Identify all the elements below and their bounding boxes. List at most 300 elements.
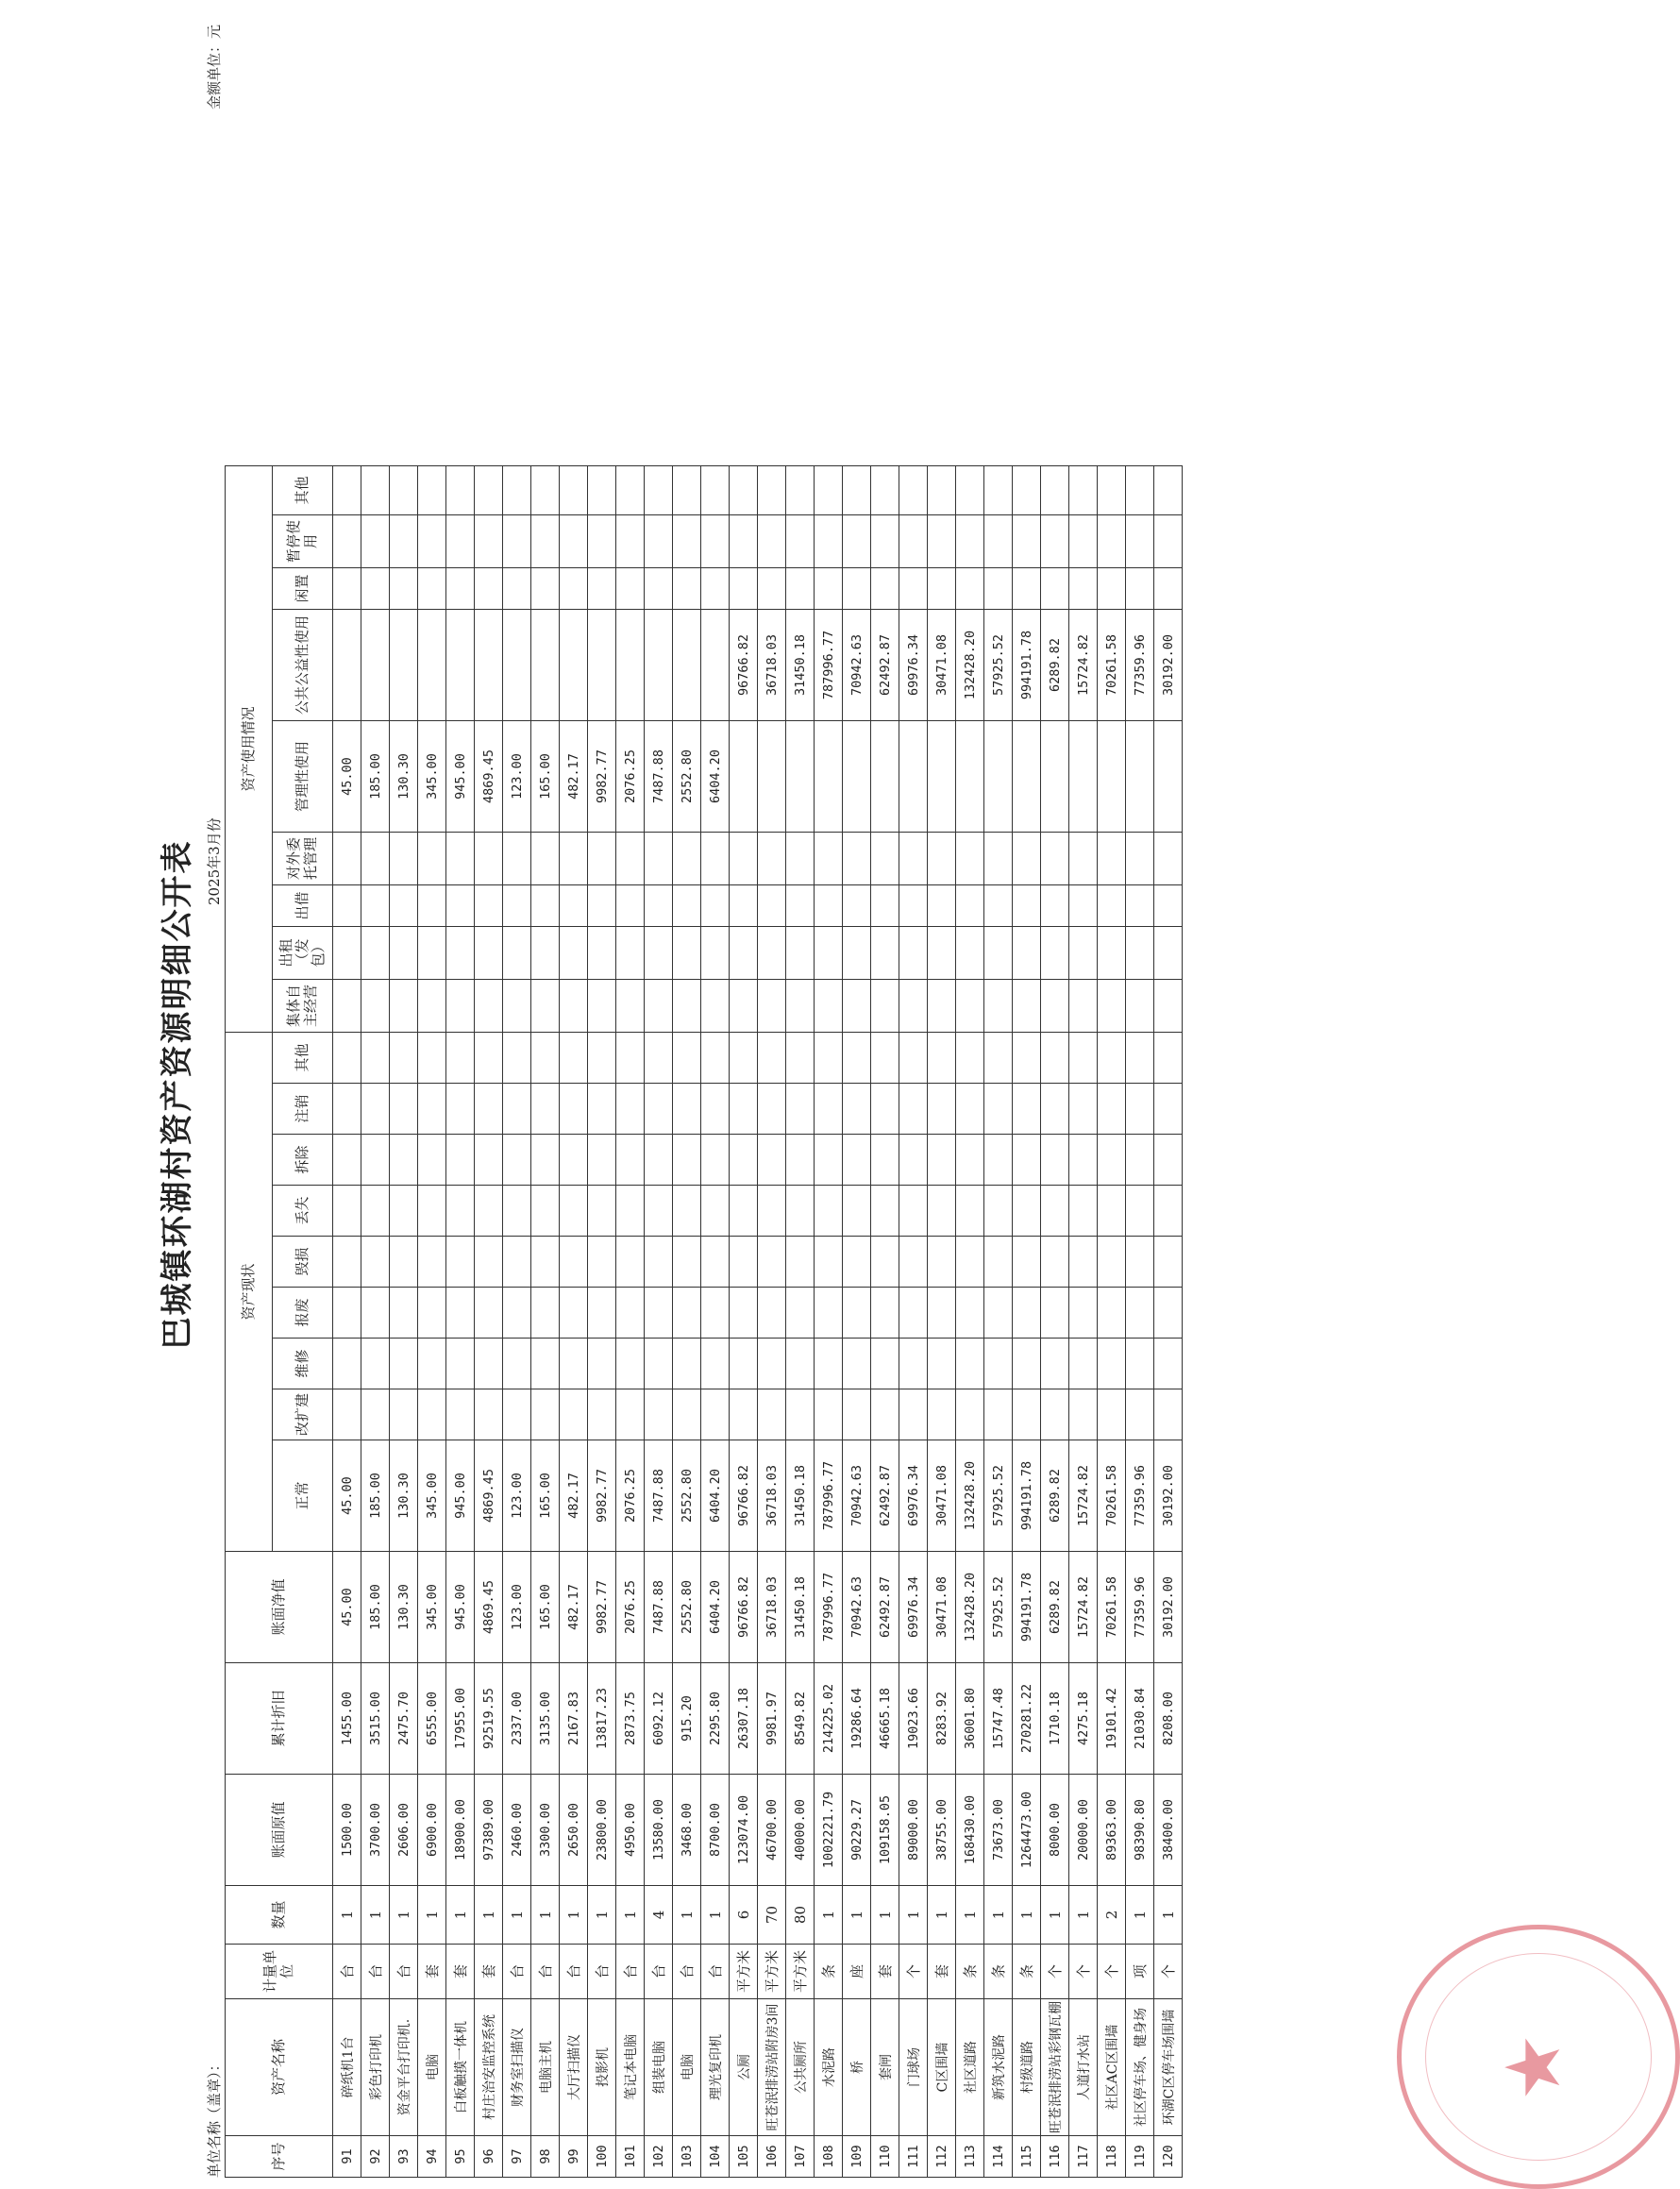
cell-asset-name: 彩色打印机 — [361, 1999, 390, 2136]
table-row — [333, 466, 361, 2178]
cell-usage-lent — [1154, 885, 1183, 927]
cell-usage-idle — [588, 568, 616, 610]
cell-quantity: 2 — [1098, 1886, 1126, 1945]
cell-usage-suspended — [1154, 515, 1183, 568]
cell-status-other — [418, 1033, 446, 1084]
cell-usage-suspended — [361, 515, 390, 568]
table-row — [673, 466, 701, 2178]
cell-status-scrapped — [560, 1288, 588, 1339]
cell-asset-name: 白板触摸一体机 — [446, 1999, 475, 2136]
cell-status-scrapped — [1126, 1288, 1154, 1339]
cell-status-demolished — [475, 1135, 503, 1186]
cell-usage-public — [560, 610, 588, 721]
cell-usage-entrusted — [1154, 833, 1183, 885]
cell-usage-idle — [446, 568, 475, 610]
cell-seq: 104 — [701, 2136, 730, 2178]
cell-status-demolished — [588, 1135, 616, 1186]
table-row — [418, 466, 446, 2178]
cell-usage-entrusted — [673, 833, 701, 885]
cell-original-value: 168430.00 — [956, 1775, 984, 1886]
cell-status-normal: 2076.25 — [616, 1440, 645, 1552]
cell-status-demolished — [1069, 1135, 1098, 1186]
cell-status-cancelled — [503, 1084, 531, 1135]
cell-usage-other — [843, 466, 871, 515]
cell-status-other — [1069, 1033, 1098, 1084]
cell-usage-public: 15724.82 — [1069, 610, 1098, 721]
cell-usage-idle — [1126, 568, 1154, 610]
cell-usage-suspended — [645, 515, 673, 568]
cell-status-damaged — [984, 1237, 1013, 1288]
cell-accumulated-depreciation: 8208.00 — [1154, 1663, 1183, 1775]
cell-measure-unit: 台 — [390, 1945, 418, 1999]
cell-usage-self-operated — [701, 980, 730, 1033]
cell-seq: 109 — [843, 2136, 871, 2178]
cell-status-other — [333, 1033, 361, 1084]
table-row — [928, 466, 956, 2178]
cell-usage-self-operated — [475, 980, 503, 1033]
cell-status-repair — [928, 1339, 956, 1389]
cell-status-other — [673, 1033, 701, 1084]
cell-usage-suspended — [531, 515, 560, 568]
cell-original-value: 1500.00 — [333, 1775, 361, 1886]
cell-status-lost — [786, 1186, 815, 1237]
cell-quantity: 1 — [560, 1886, 588, 1945]
cell-usage-self-operated — [786, 980, 815, 1033]
cell-usage-entrusted — [815, 833, 843, 885]
cell-status-normal: 130.30 — [390, 1440, 418, 1552]
cell-quantity: 1 — [701, 1886, 730, 1945]
cell-usage-public — [475, 610, 503, 721]
cell-status-normal: 123.00 — [503, 1440, 531, 1552]
cell-usage-management — [786, 721, 815, 833]
cell-status-scrapped — [928, 1288, 956, 1339]
cell-status-repair — [673, 1339, 701, 1389]
cell-status-rebuild — [984, 1389, 1013, 1440]
cell-usage-lent — [730, 885, 758, 927]
cell-status-scrapped — [616, 1288, 645, 1339]
cell-accumulated-depreciation: 1455.00 — [333, 1663, 361, 1775]
cell-usage-public: 96766.82 — [730, 610, 758, 721]
cell-net-value: 57925.52 — [984, 1552, 1013, 1663]
cell-status-normal: 6404.20 — [701, 1440, 730, 1552]
cell-net-value: 787996.77 — [815, 1552, 843, 1663]
cell-quantity: 1 — [503, 1886, 531, 1945]
cell-usage-entrusted — [701, 833, 730, 885]
cell-usage-entrusted — [928, 833, 956, 885]
cell-usage-lent — [333, 885, 361, 927]
cell-quantity: 1 — [616, 1886, 645, 1945]
cell-status-cancelled — [928, 1084, 956, 1135]
cell-status-demolished — [730, 1135, 758, 1186]
cell-net-value: 77359.96 — [1126, 1552, 1154, 1663]
cell-usage-entrusted — [333, 833, 361, 885]
cell-usage-lent — [531, 885, 560, 927]
cell-asset-name: 理光复印机 — [701, 1999, 730, 2136]
cell-status-rebuild — [1098, 1389, 1126, 1440]
cell-status-damaged — [446, 1237, 475, 1288]
cell-usage-entrusted — [730, 833, 758, 885]
cell-measure-unit: 台 — [645, 1945, 673, 1999]
cell-usage-public — [616, 610, 645, 721]
cell-usage-lent — [503, 885, 531, 927]
cell-measure-unit: 个 — [1041, 1945, 1069, 1999]
cell-status-other — [956, 1033, 984, 1084]
cell-status-damaged — [730, 1237, 758, 1288]
cell-status-lost — [984, 1186, 1013, 1237]
cell-original-value: 13580.00 — [645, 1775, 673, 1886]
cell-accumulated-depreciation: 6555.00 — [418, 1663, 446, 1775]
cell-usage-entrusted — [503, 833, 531, 885]
header-measure-unit: 计量单位 — [226, 1945, 333, 1999]
cell-net-value: 7487.88 — [645, 1552, 673, 1663]
cell-usage-other — [673, 466, 701, 515]
cell-asset-name: 电脑 — [673, 1999, 701, 2136]
cell-status-other — [1041, 1033, 1069, 1084]
cell-status-damaged — [531, 1237, 560, 1288]
cell-usage-lent — [899, 885, 928, 927]
cell-usage-leased — [475, 927, 503, 980]
cell-status-scrapped — [730, 1288, 758, 1339]
cell-status-scrapped — [588, 1288, 616, 1339]
cell-usage-lent — [673, 885, 701, 927]
cell-usage-lent — [446, 885, 475, 927]
cell-status-rebuild — [899, 1389, 928, 1440]
cell-status-damaged — [333, 1237, 361, 1288]
cell-original-value: 1264473.00 — [1013, 1775, 1041, 1886]
cell-net-value: 70942.63 — [843, 1552, 871, 1663]
header-status-demolished: 拆除 — [273, 1135, 333, 1186]
cell-measure-unit: 平方米 — [730, 1945, 758, 1999]
cell-status-lost — [588, 1186, 616, 1237]
cell-status-demolished — [673, 1135, 701, 1186]
cell-quantity: 4 — [645, 1886, 673, 1945]
cell-status-cancelled — [361, 1084, 390, 1135]
cell-usage-lent — [1013, 885, 1041, 927]
cell-status-cancelled — [531, 1084, 560, 1135]
header-usage-idle: 闲置 — [273, 568, 333, 610]
cell-usage-other — [390, 466, 418, 515]
cell-usage-idle — [843, 568, 871, 610]
cell-usage-other — [758, 466, 786, 515]
cell-status-normal: 62492.87 — [871, 1440, 899, 1552]
cell-quantity: 1 — [1154, 1886, 1183, 1945]
cell-measure-unit: 条 — [984, 1945, 1013, 1999]
cell-status-other — [984, 1033, 1013, 1084]
cell-usage-leased — [1126, 927, 1154, 980]
header-quantity: 数量 — [226, 1886, 333, 1945]
cell-status-rebuild — [645, 1389, 673, 1440]
cell-accumulated-depreciation: 4275.18 — [1069, 1663, 1098, 1775]
cell-net-value: 70261.58 — [1098, 1552, 1126, 1663]
cell-asset-name: 套闸 — [871, 1999, 899, 2136]
cell-usage-management — [730, 721, 758, 833]
cell-status-normal: 4869.45 — [475, 1440, 503, 1552]
cell-status-lost — [1154, 1186, 1183, 1237]
cell-status-scrapped — [701, 1288, 730, 1339]
cell-seq: 112 — [928, 2136, 956, 2178]
cell-status-damaged — [843, 1237, 871, 1288]
cell-status-scrapped — [815, 1288, 843, 1339]
cell-usage-public: 31450.18 — [786, 610, 815, 721]
header-usage-lent: 出借 — [273, 885, 333, 927]
cell-status-damaged — [786, 1237, 815, 1288]
cell-usage-leased — [928, 927, 956, 980]
cell-usage-entrusted — [1126, 833, 1154, 885]
cell-usage-self-operated — [673, 980, 701, 1033]
cell-usage-other — [1013, 466, 1041, 515]
header-status-group: 资产现状 — [226, 1033, 273, 1552]
cell-status-cancelled — [899, 1084, 928, 1135]
cell-usage-entrusted — [531, 833, 560, 885]
cell-original-value: 38400.00 — [1154, 1775, 1183, 1886]
cell-usage-lent — [645, 885, 673, 927]
cell-status-other — [786, 1033, 815, 1084]
cell-status-repair — [899, 1339, 928, 1389]
cell-status-rebuild — [560, 1389, 588, 1440]
cell-status-other — [503, 1033, 531, 1084]
cell-usage-lent — [786, 885, 815, 927]
cell-status-scrapped — [475, 1288, 503, 1339]
cell-usage-lent — [815, 885, 843, 927]
table-row — [560, 466, 588, 2178]
cell-status-lost — [503, 1186, 531, 1237]
cell-status-lost — [899, 1186, 928, 1237]
cell-status-cancelled — [475, 1084, 503, 1135]
cell-accumulated-depreciation: 2873.75 — [616, 1663, 645, 1775]
cell-usage-other — [871, 466, 899, 515]
cell-usage-leased — [1041, 927, 1069, 980]
cell-usage-self-operated — [758, 980, 786, 1033]
cell-usage-self-operated — [645, 980, 673, 1033]
cell-status-repair — [333, 1339, 361, 1389]
cell-usage-leased — [1069, 927, 1098, 980]
cell-status-scrapped — [446, 1288, 475, 1339]
cell-original-value: 97389.00 — [475, 1775, 503, 1886]
cell-status-rebuild — [588, 1389, 616, 1440]
cell-usage-suspended — [1041, 515, 1069, 568]
cell-seq: 95 — [446, 2136, 475, 2178]
cell-status-cancelled — [616, 1084, 645, 1135]
cell-asset-name: 笔记本电脑 — [616, 1999, 645, 2136]
cell-net-value: 69976.34 — [899, 1552, 928, 1663]
cell-status-damaged — [815, 1237, 843, 1288]
cell-status-other — [1154, 1033, 1183, 1084]
cell-quantity: 1 — [333, 1886, 361, 1945]
cell-usage-leased — [446, 927, 475, 980]
cell-status-repair — [446, 1339, 475, 1389]
cell-quantity: 70 — [758, 1886, 786, 1945]
cell-quantity: 1 — [531, 1886, 560, 1945]
cell-usage-management — [1126, 721, 1154, 833]
cell-usage-public — [673, 610, 701, 721]
cell-status-repair — [1126, 1339, 1154, 1389]
cell-status-cancelled — [1154, 1084, 1183, 1135]
cell-status-repair — [758, 1339, 786, 1389]
cell-status-damaged — [616, 1237, 645, 1288]
cell-status-scrapped — [1069, 1288, 1098, 1339]
cell-original-value: 89000.00 — [899, 1775, 928, 1886]
cell-usage-lent — [616, 885, 645, 927]
cell-status-demolished — [531, 1135, 560, 1186]
cell-net-value: 6404.20 — [701, 1552, 730, 1663]
cell-usage-management: 7487.88 — [645, 721, 673, 833]
cell-accumulated-depreciation: 1710.18 — [1041, 1663, 1069, 1775]
cell-usage-idle — [1013, 568, 1041, 610]
cell-status-scrapped — [871, 1288, 899, 1339]
cell-measure-unit: 台 — [560, 1945, 588, 1999]
cell-net-value: 132428.20 — [956, 1552, 984, 1663]
cell-usage-other — [984, 466, 1013, 515]
cell-status-demolished — [758, 1135, 786, 1186]
cell-usage-public — [446, 610, 475, 721]
cell-usage-other — [418, 466, 446, 515]
cell-measure-unit: 个 — [1069, 1945, 1098, 1999]
cell-status-demolished — [361, 1135, 390, 1186]
cell-status-damaged — [701, 1237, 730, 1288]
cell-status-repair — [531, 1339, 560, 1389]
cell-net-value: 482.17 — [560, 1552, 588, 1663]
cell-status-repair — [361, 1339, 390, 1389]
cell-usage-suspended — [928, 515, 956, 568]
cell-accumulated-depreciation: 2475.70 — [390, 1663, 418, 1775]
cell-usage-lent — [390, 885, 418, 927]
cell-net-value: 62492.87 — [871, 1552, 899, 1663]
cell-asset-name: 旺苍泯排涝站彩钢瓦棚 — [1041, 1999, 1069, 2136]
cell-status-cancelled — [333, 1084, 361, 1135]
cell-usage-suspended — [899, 515, 928, 568]
header-usage-suspended: 暂停使用 — [273, 515, 333, 568]
cell-usage-management — [1098, 721, 1126, 833]
cell-usage-management: 185.00 — [361, 721, 390, 833]
cell-status-cancelled — [560, 1084, 588, 1135]
cell-status-other — [645, 1033, 673, 1084]
table-row — [1154, 466, 1183, 2178]
cell-usage-suspended — [786, 515, 815, 568]
table-row — [503, 466, 531, 2178]
cell-usage-management — [758, 721, 786, 833]
cell-status-other — [361, 1033, 390, 1084]
cell-measure-unit: 套 — [871, 1945, 899, 1999]
cell-accumulated-depreciation: 6092.12 — [645, 1663, 673, 1775]
cell-quantity: 1 — [390, 1886, 418, 1945]
cell-usage-leased — [1013, 927, 1041, 980]
cell-quantity: 1 — [843, 1886, 871, 1945]
cell-usage-leased — [730, 927, 758, 980]
cell-usage-idle — [560, 568, 588, 610]
cell-usage-lent — [1098, 885, 1126, 927]
document-title: 巴城镇环湖村资产资源明细公开表 — [159, 839, 196, 1350]
cell-original-value: 1002221.79 — [815, 1775, 843, 1886]
cell-usage-idle — [1069, 568, 1098, 610]
cell-usage-lent — [758, 885, 786, 927]
cell-status-other — [701, 1033, 730, 1084]
cell-asset-name: 新筑水泥路 — [984, 1999, 1013, 2136]
cell-status-scrapped — [758, 1288, 786, 1339]
cell-status-rebuild — [843, 1389, 871, 1440]
cell-usage-suspended — [1069, 515, 1098, 568]
cell-seq: 92 — [361, 2136, 390, 2178]
cell-status-lost — [645, 1186, 673, 1237]
cell-status-rebuild — [956, 1389, 984, 1440]
cell-original-value: 6900.00 — [418, 1775, 446, 1886]
cell-status-other — [758, 1033, 786, 1084]
cell-usage-public: 132428.20 — [956, 610, 984, 721]
cell-seq: 111 — [899, 2136, 928, 2178]
cell-status-cancelled — [871, 1084, 899, 1135]
cell-status-normal: 994191.78 — [1013, 1440, 1041, 1552]
cell-usage-self-operated — [333, 980, 361, 1033]
cell-usage-public: 994191.78 — [1013, 610, 1041, 721]
cell-seq: 117 — [1069, 2136, 1098, 2178]
cell-original-value: 2650.00 — [560, 1775, 588, 1886]
cell-status-scrapped — [531, 1288, 560, 1339]
cell-status-repair — [560, 1339, 588, 1389]
cell-usage-self-operated — [871, 980, 899, 1033]
cell-usage-idle — [475, 568, 503, 610]
cell-usage-leased — [560, 927, 588, 980]
cell-usage-other — [616, 466, 645, 515]
cell-status-scrapped — [645, 1288, 673, 1339]
cell-usage-suspended — [1013, 515, 1041, 568]
cell-asset-name: 社区AC区围墙 — [1098, 1999, 1126, 2136]
cell-status-cancelled — [786, 1084, 815, 1135]
cell-measure-unit: 条 — [956, 1945, 984, 1999]
cell-original-value: 3468.00 — [673, 1775, 701, 1886]
cell-status-normal: 787996.77 — [815, 1440, 843, 1552]
cell-measure-unit: 台 — [701, 1945, 730, 1999]
table-row — [1098, 466, 1126, 2178]
table-row — [475, 466, 503, 2178]
cell-usage-leased — [531, 927, 560, 980]
cell-usage-self-operated — [815, 980, 843, 1033]
cell-measure-unit: 台 — [588, 1945, 616, 1999]
cell-usage-other — [899, 466, 928, 515]
cell-usage-leased — [956, 927, 984, 980]
cell-original-value: 123074.00 — [730, 1775, 758, 1886]
cell-usage-lent — [871, 885, 899, 927]
cell-status-demolished — [446, 1135, 475, 1186]
cell-usage-leased — [588, 927, 616, 980]
cell-measure-unit: 台 — [616, 1945, 645, 1999]
cell-usage-other — [361, 466, 390, 515]
cell-accumulated-depreciation: 2337.00 — [503, 1663, 531, 1775]
cell-asset-name: 人道打水站 — [1069, 1999, 1098, 2136]
cell-quantity: 1 — [446, 1886, 475, 1945]
cell-status-repair — [1098, 1339, 1126, 1389]
cell-status-demolished — [815, 1135, 843, 1186]
cell-accumulated-depreciation: 19101.42 — [1098, 1663, 1126, 1775]
cell-status-scrapped — [1098, 1288, 1126, 1339]
cell-measure-unit: 平方米 — [786, 1945, 815, 1999]
cell-net-value: 36718.03 — [758, 1552, 786, 1663]
cell-status-lost — [390, 1186, 418, 1237]
header-usage-management: 管理性使用 — [273, 721, 333, 833]
cell-usage-lent — [475, 885, 503, 927]
cell-usage-suspended — [1098, 515, 1126, 568]
cell-status-cancelled — [1013, 1084, 1041, 1135]
cell-usage-self-operated — [928, 980, 956, 1033]
cell-net-value: 30471.08 — [928, 1552, 956, 1663]
table-row — [899, 466, 928, 2178]
cell-accumulated-depreciation: 19286.64 — [843, 1663, 871, 1775]
cell-net-value: 130.30 — [390, 1552, 418, 1663]
cell-usage-suspended — [984, 515, 1013, 568]
cell-status-demolished — [418, 1135, 446, 1186]
cell-usage-entrusted — [1041, 833, 1069, 885]
cell-quantity: 1 — [588, 1886, 616, 1945]
cell-accumulated-depreciation: 3515.00 — [361, 1663, 390, 1775]
cell-usage-management: 6404.20 — [701, 721, 730, 833]
